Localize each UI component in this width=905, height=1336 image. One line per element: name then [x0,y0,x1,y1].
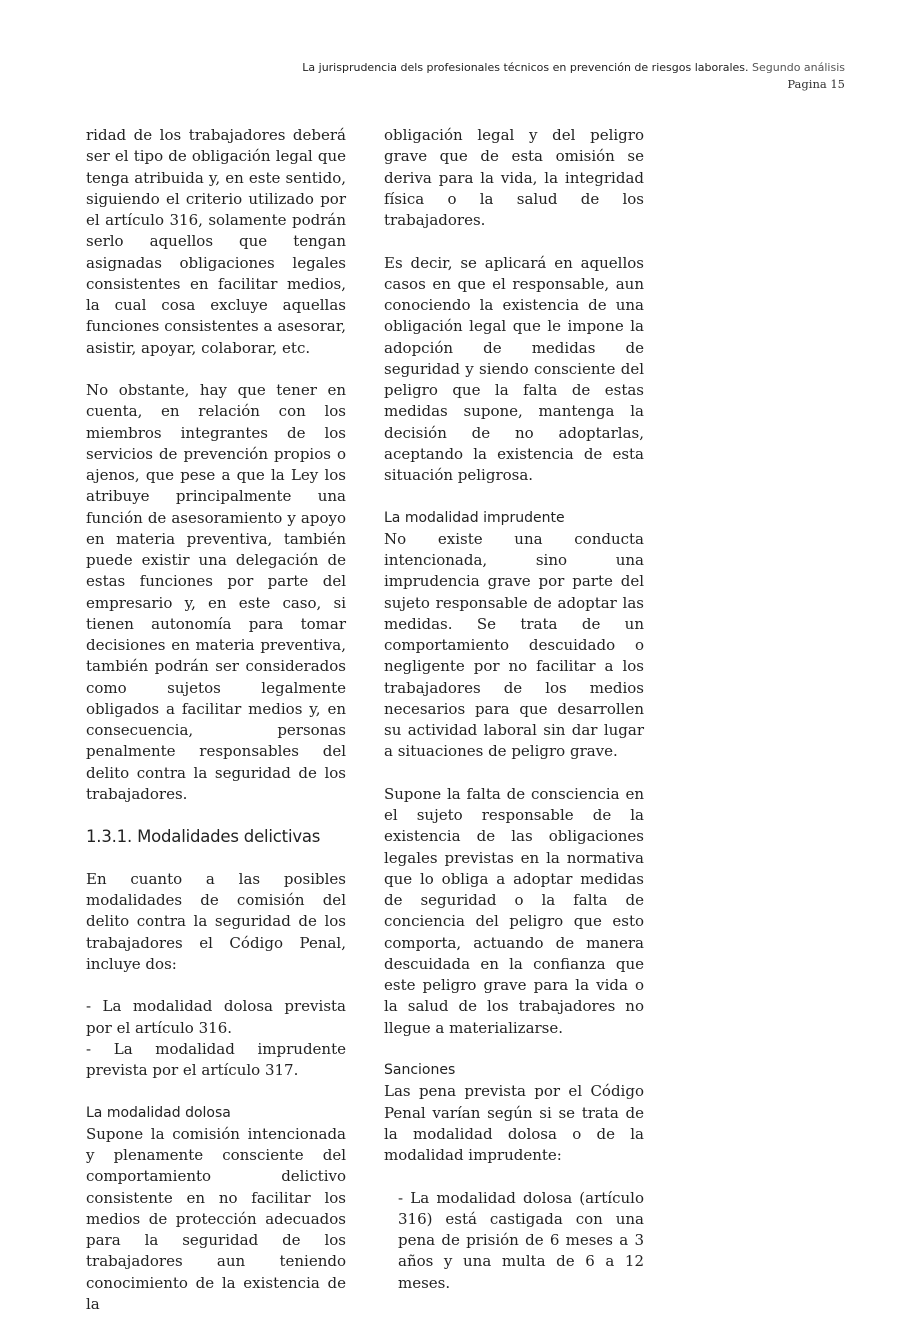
section-heading: 1.3.1. Modalidades delictivas [86,827,321,847]
paragraph: En cuanto a las posibles modalidades de comisión del delito contra la seguridad de los trabajadores el Código Penal, incluye dos: [86,869,346,973]
right-column [384,125,644,1315]
list-item: - La modalidad imprudente prevista por el artículo 317. [86,1039,346,1079]
paragraph: obligación legal y del peligro grave que de esta omisión se deriva para la vida, la integridad física o la salud de los trabajadores. [384,126,644,229]
paragraph: Es decir, se aplicará en aquellos casos en que el responsable, aun conociendo la existencia de una obligación legal que le impone la adopción de medidas de seguridad y siendo consciente del peligro que la falta de estas medidas supone, mantenga la decisión de no adoptarlas, aceptando la existencia de esta situación peligrosa. [384,253,644,484]
paragraph: No obstante, hay que tener en cuenta, en relación con los miembros integrantes de los servicios de prevención propios o ajenos, que pese a que la Ley los atribuye principalmente una función de asesoramiento y apoyo en materia preventiva, también puede existir una delegación de estas funciones por parte del empresario y, en este caso, si tienen autonomía para tomar decisiones en materia preventiva, también podrán ser considerados como sujetos legalmente obligados a facilitar medios y, en consecuencia, personas penalmente responsables del delito contra la seguridad de los trabajadores. [86,381,346,803]
header-title: La jurisprudencia dels profesionales técnicos en prevención de riesgos laborales. [302,61,749,74]
page-number: Pagina 15 [787,77,845,91]
left-column [86,125,346,1336]
subheading: Sanciones [384,1062,456,1078]
paragraph: Supone la comisión intencionada y plenamente consciente del comportamiento delictivo consistente en no facilitar los medios de protección adecuados para la seguridad de los trabajadores aun teniendo conocimiento de la existencia de la [86,1124,346,1313]
list-item: - La modalidad dolosa (artículo 316) está castigada con una pena de prisión de 6 meses a 3 años y una multa de 6 a 12 meses. [398,1188,644,1292]
running-header [302,60,845,92]
subheading: La modalidad dolosa [86,1104,231,1121]
subheading: La modalidad imprudente [384,509,565,526]
list-item: - La modalidad dolosa prevista por el artículo 316. [86,997,346,1037]
paragraph: No existe una conducta intencionada, sino una imprudencia grave por parte del sujeto responsable de adoptar las medidas. Se trata de un comportamiento descuidado o negligente por no facilitar a los trabajadores de los medios necesarios para que desarrollen su actividad laboral sin dar lugar a situaciones de peligro grave. [384,529,644,761]
paragraph: ridad de los trabajadores deberá ser el tipo de obligación legal que tenga atribuida y, en este sentido, siguiendo el criterio utilizado por el artículo 316, solamente podrán serlo aquellos que tengan asignadas obligaciones legales consistentes en facilitar medios, la cual cosa excluye aquellas funciones consistentes a asesorar, asistir, apoyar, colaborar, etc. [86,126,346,357]
header-subtitle: Segundo análisis [752,61,845,74]
paragraph: Las pena prevista por el Código Penal varían según si se trata de la modalidad dolosa o de la modalidad imprudente: [384,1082,644,1164]
paragraph: Supone la falta de consciencia en el sujeto responsable de la existencia de las obligaciones legales previstas en la normativa que lo obliga a adoptar medidas de seguridad o la falta de conciencia del peligro que esto comporta, actuando de manera descuidada en la confianza que este peligro grave para la vida o la salud de los trabajadores no llegue a materializarse. [384,784,644,1037]
